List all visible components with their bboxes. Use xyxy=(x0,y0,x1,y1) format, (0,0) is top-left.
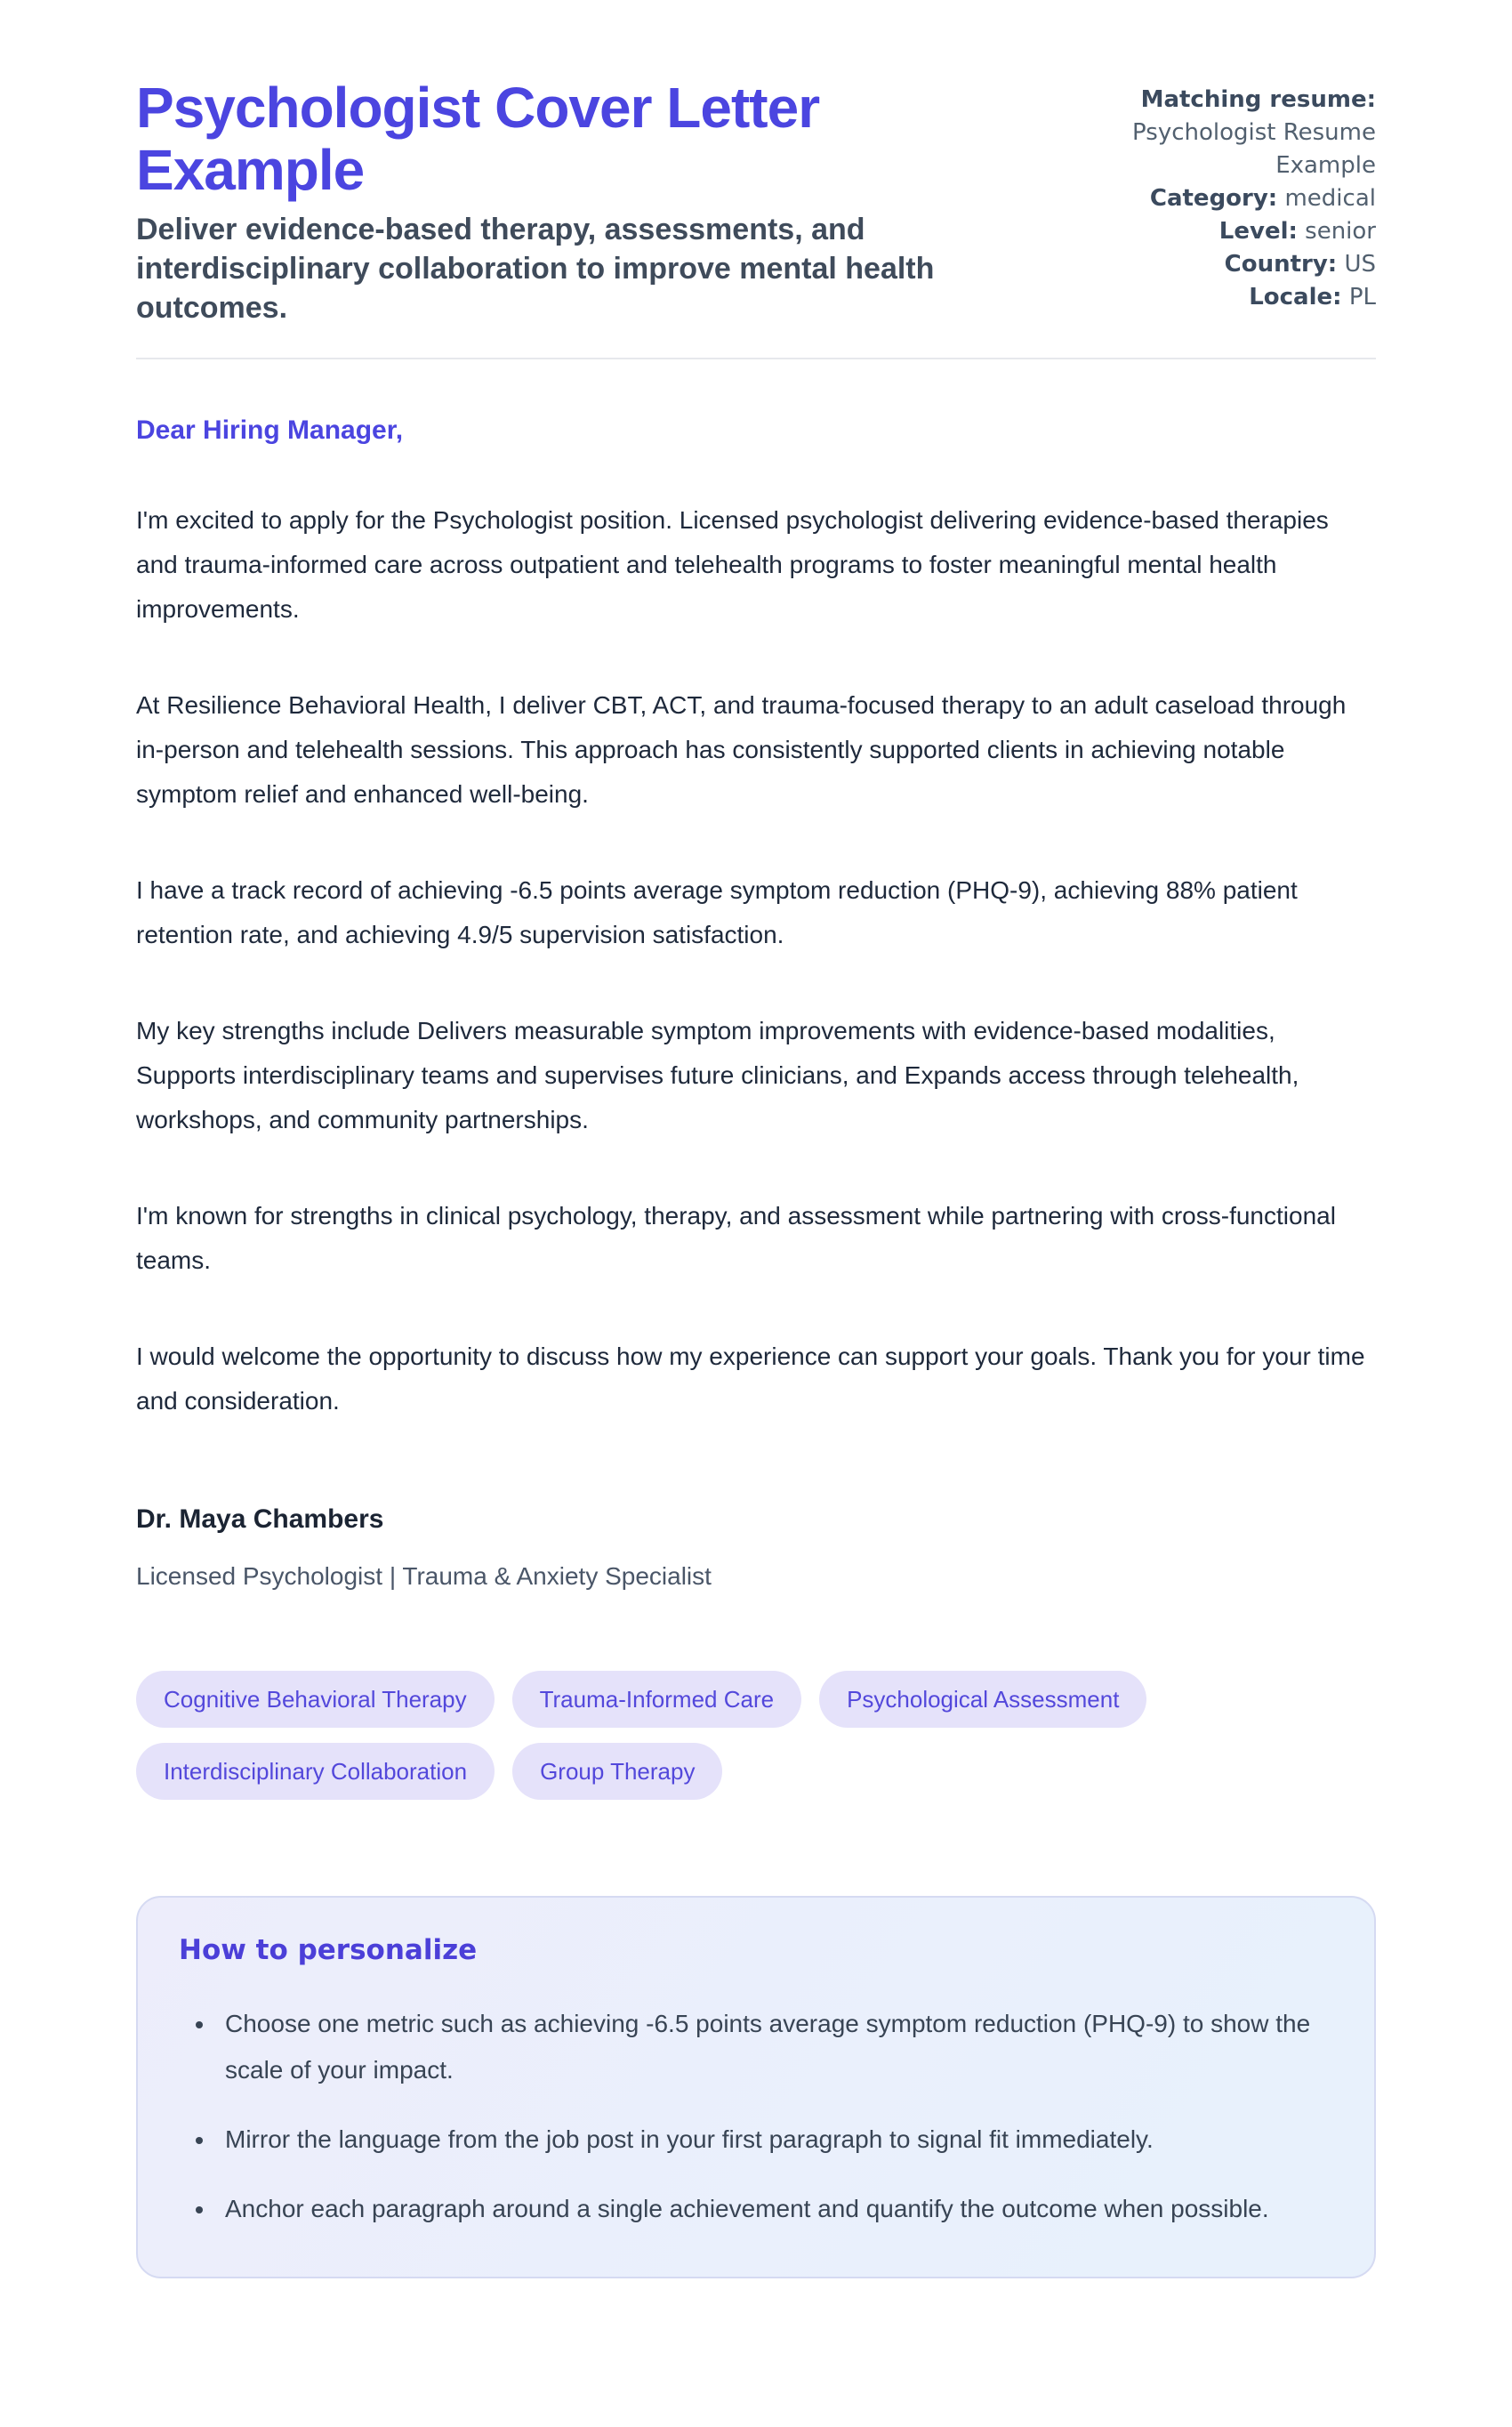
personalize-heading: How to personalize xyxy=(179,1934,478,1966)
signature-title: Licensed Psychologist | Trauma & Anxiety Specialist xyxy=(136,1562,712,1590)
personalize-bullet: • Choose one metric such as achieving -6.5 points average symptom reduction (PHQ-9) to show the scale of your impact. xyxy=(216,2001,1331,2093)
page-header xyxy=(136,77,1376,327)
skill-tag: Psychological Assessment xyxy=(819,1671,1146,1728)
meta-label: Level: xyxy=(1218,218,1298,245)
skill-tag: Trauma-Informed Care xyxy=(512,1671,801,1728)
meta-matching-resume xyxy=(1059,84,1376,182)
meta-label: Country: xyxy=(1224,251,1338,278)
skill-tag: Group Therapy xyxy=(512,1743,722,1800)
title-block xyxy=(136,77,1059,327)
letter-body xyxy=(136,415,1376,2278)
personalize-bullet: • Mirror the language from the job post in your first paragraph to signal fit immediately. xyxy=(216,2117,1331,2163)
signature-name: Dr. Maya Chambers xyxy=(136,1504,384,1534)
meta-value: Psychologist Resume Example xyxy=(1132,119,1376,179)
resume-meta-block xyxy=(1059,77,1376,314)
meta-value: PL xyxy=(1348,284,1376,310)
page-title: Psychologist Cover Letter Example xyxy=(136,76,820,202)
personalize-bullet: • Anchor each paragraph around a single achievement and quantify the outcome when possible. xyxy=(216,2186,1331,2232)
meta-level xyxy=(1059,215,1376,248)
meta-label: Locale: xyxy=(1249,284,1342,310)
paragraph-experience: At Resilience Behavioral Health, I deliver CBT, ACT, and trauma-focused therapy to an adult caseload through in-person and telehealth sessions. This approach has consistently supported clients in achieving notable symptom relief and enhanced well-being. xyxy=(136,691,1347,808)
greeting: Dear Hiring Manager, xyxy=(136,415,404,445)
meta-value: senior xyxy=(1305,218,1376,245)
meta-label: Matching resume: xyxy=(1140,86,1376,113)
paragraph-track-record: I have a track record of achieving -6.5 points average symptom reduction (PHQ-9), achieving 88% patient retention rate, and achieving 4.9/5 supervision satisfaction. xyxy=(136,876,1298,948)
skill-tag: Interdisciplinary Collaboration xyxy=(136,1743,495,1800)
paragraph-intro: I'm excited to apply for the Psychologist position. Licensed psychologist delivering evidence-based therapies and trauma-informed care across outpatient and telehealth programs to foster meaningful mental health improvements. xyxy=(136,506,1329,623)
paragraph-closing: I would welcome the opportunity to discuss how my experience can support your goals. Thank you for your time and consideration. xyxy=(136,1343,1365,1415)
meta-value: US xyxy=(1344,251,1376,278)
personalize-bullet-list xyxy=(179,2001,1331,2232)
paragraph-known-for: I'm known for strengths in clinical psychology, therapy, and assessment while partnering with cross-functional teams. xyxy=(136,1202,1336,1274)
meta-category xyxy=(1059,182,1376,215)
paragraph-strengths: My key strengths include Delivers measurable symptom improvements with evidence-based modalities, Supports interdisciplinary teams and supervises future clinicians, and Expands access through telehealth, workshops, and community partnerships. xyxy=(136,1017,1299,1133)
personalize-box xyxy=(136,1896,1376,2278)
header-divider xyxy=(136,358,1376,359)
skill-tag-list xyxy=(136,1671,1257,1800)
skill-tag: Cognitive Behavioral Therapy xyxy=(136,1671,495,1728)
page-subtitle: Deliver evidence-based therapy, assessments, and interdisciplinary collaboration to improve mental health outcomes. xyxy=(136,213,935,325)
meta-country xyxy=(1059,248,1376,281)
meta-label: Category: xyxy=(1149,185,1278,212)
meta-locale xyxy=(1059,281,1376,314)
meta-value: medical xyxy=(1284,185,1376,212)
